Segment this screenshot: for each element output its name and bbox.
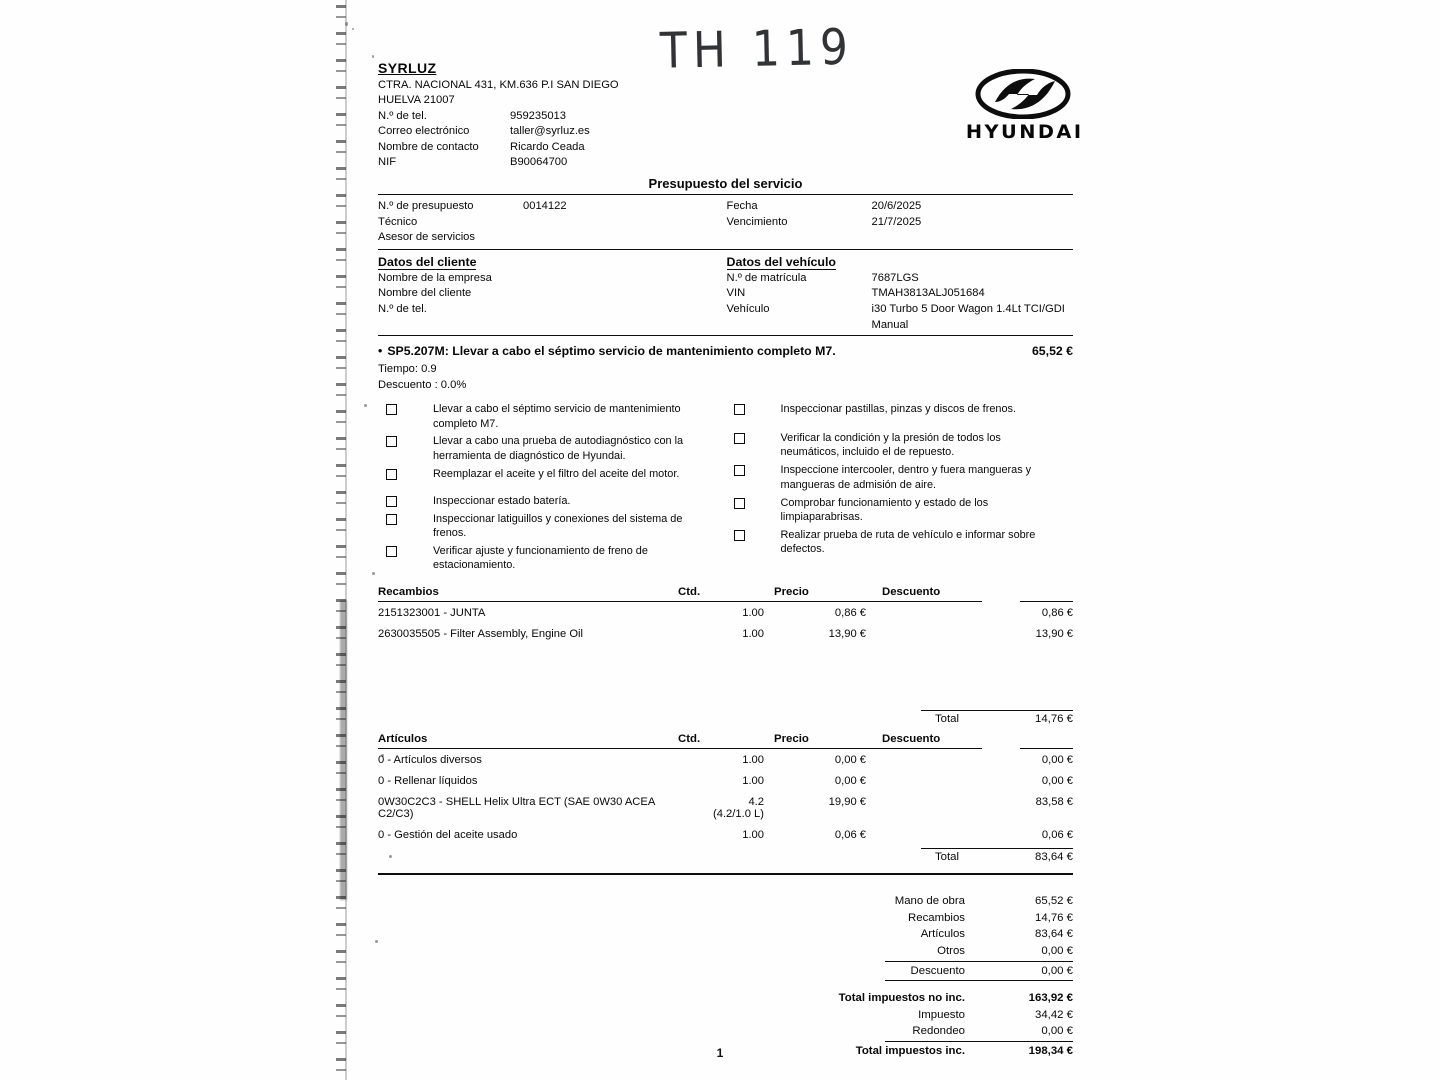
summary-value: 14,76 €	[1034, 911, 1073, 924]
checklist-item[interactable]	[378, 467, 726, 481]
company-nif-row	[378, 155, 1073, 170]
checklist-item[interactable]	[726, 528, 1074, 557]
quote-meta-left	[378, 199, 725, 246]
hyundai-wordmark: HYUNDAI	[965, 121, 1084, 143]
checklist-item-label: Realizar prueba de ruta de vehículo e informar sobre defectos.	[780, 529, 1036, 556]
checkbox-icon[interactable]	[734, 433, 745, 444]
company-name: SYRLUZ	[378, 60, 437, 76]
checklist-column-right	[726, 402, 1074, 576]
items-total-row	[378, 851, 1073, 863]
checklist-item-label: Inspeccione intercooler, dentro y fuera mangueras y mangueras de admisión de aire.	[780, 464, 1032, 491]
item-discount	[872, 824, 982, 845]
scan-speck	[364, 404, 367, 407]
parts-header-qty: Ctd.	[678, 586, 701, 599]
parts-table-header-row	[378, 586, 1073, 601]
checklist-item-label: Verificar la condición y la presión de todos los neumáticos, incluido el de repuesto.	[780, 432, 1001, 459]
summary-value: 198,34 €	[1028, 1044, 1073, 1057]
checkbox-icon[interactable]	[386, 546, 397, 557]
checklist-item-label: Inspeccionar latiguillos y conexiones del sistema de frenos.	[433, 512, 683, 539]
part-desc: 2630035505 - Filter Assembly, Engine Oil	[378, 627, 584, 640]
scan-edge-line	[345, 0, 347, 1080]
checklist-item[interactable]	[726, 402, 1074, 416]
item-discount	[872, 791, 982, 824]
customer-heading: Datos del cliente	[378, 254, 477, 269]
item-price: 0,00 €	[834, 774, 866, 787]
parts-total-label: Total	[934, 713, 959, 726]
part-discount	[872, 623, 982, 644]
checklist-item-label: Comprobar funcionamiento y estado de los limpiaparabrisas.	[780, 496, 989, 524]
checklist-item-label: Verificar ajuste y funcionamiento de freno de estacionamiento.	[433, 544, 648, 572]
service-discount: Descuento : 0.0%	[378, 379, 467, 392]
part-qty: 1.00	[742, 627, 764, 640]
checkbox-icon[interactable]	[734, 530, 745, 541]
item-discount	[872, 770, 982, 791]
company-nif-value: B90064700	[510, 156, 568, 169]
customer-company-row	[378, 271, 725, 287]
vehicle-plate-value: 7687LGS	[871, 271, 919, 284]
summary-row	[378, 1023, 1073, 1040]
customer-company-value	[523, 271, 725, 287]
checkbox-icon[interactable]	[386, 404, 397, 415]
checklist-spacer	[378, 485, 726, 494]
summary-value: 65,52 €	[1034, 895, 1073, 908]
customer-phone-row	[378, 302, 725, 318]
vehicle-model-label: Vehículo	[726, 302, 770, 315]
checklist-item-label: Inspeccionar pastillas, pinzas y discos de frenos.	[780, 403, 1016, 416]
hyundai-brand-block	[965, 69, 1084, 143]
parts-total-value: 14,76 €	[1034, 713, 1073, 726]
summary-rule	[885, 961, 1073, 962]
checklist-item[interactable]	[378, 544, 726, 573]
item-qty-cell	[678, 791, 774, 824]
service-description-wrap	[378, 344, 836, 358]
items-header-qty: Ctd.	[678, 733, 701, 746]
customer-vehicle-section	[378, 250, 1073, 333]
customer-phone-value	[523, 302, 725, 318]
items-header-amount	[1020, 733, 1073, 748]
item-price: 19,90 €	[828, 795, 866, 808]
checklist-item[interactable]	[378, 434, 726, 463]
due-date-value: 21/7/2025	[871, 215, 922, 228]
table-row	[378, 623, 1073, 644]
technician-label: Técnico	[378, 215, 418, 228]
parts-header-amount	[1020, 586, 1073, 601]
checkbox-icon[interactable]	[386, 496, 397, 507]
vehicle-plate-label: N.º de matrícula	[726, 271, 807, 284]
scan-speck	[345, 22, 348, 26]
due-date-row	[727, 215, 1074, 231]
vehicle-vin-value: TMAH3813ALJ051684	[871, 287, 985, 300]
summary-value: 34,42 €	[1034, 1008, 1073, 1021]
company-contact-label: Nombre de contacto	[378, 140, 479, 153]
summary-value: 0,00 €	[1041, 1025, 1073, 1038]
summary-row	[378, 963, 1073, 980]
vehicle-heading: Datos del vehículo	[726, 254, 836, 269]
document-title: Presupuesto del servicio	[648, 176, 803, 191]
service-amount: 65,52 €	[1031, 344, 1073, 359]
part-amount: 13,90 €	[1035, 627, 1073, 640]
summary-label: Artículos	[920, 928, 965, 941]
summary-label: Otros	[937, 945, 965, 957]
checkbox-icon[interactable]	[734, 404, 745, 415]
company-phone-label: N.º de tel.	[378, 109, 427, 122]
items-total-value: 83,64 €	[1034, 851, 1073, 864]
company-address-line2: HUELVA 21007	[378, 94, 455, 107]
summary-rule	[885, 1041, 1073, 1042]
company-contact-value: Ricardo Ceada	[510, 140, 585, 153]
table-row	[378, 749, 1073, 771]
customer-company-label: Nombre de la empresa	[378, 271, 492, 284]
summary-row	[378, 943, 1073, 960]
summary-label: Descuento	[910, 964, 965, 977]
summary-value: 0,00 €	[1041, 945, 1073, 957]
item-amount: 0,00 €	[1041, 774, 1073, 787]
customer-name-label: Nombre del cliente	[378, 287, 472, 300]
items-table	[378, 733, 1073, 845]
parts-total-rule	[921, 710, 1073, 711]
part-discount	[872, 602, 982, 624]
vehicle-vin-row	[727, 286, 1074, 302]
checklist-item[interactable]	[378, 512, 726, 541]
summary-row	[378, 893, 1073, 910]
totals-summary	[378, 893, 1073, 1059]
parts-header-discount: Descuento	[882, 586, 941, 599]
quote-number-row	[378, 199, 725, 215]
checklist-item[interactable]	[378, 494, 726, 508]
customer-name-row	[378, 286, 725, 302]
checkbox-icon[interactable]	[734, 465, 745, 476]
checklist-item[interactable]	[726, 463, 1074, 492]
item-desc: 0 - Rellenar líquidos	[378, 774, 478, 787]
service-bullet-icon: •	[378, 344, 383, 359]
technician-value	[523, 215, 725, 231]
table-row	[378, 824, 1073, 845]
summary-label: Impuesto	[918, 1008, 965, 1021]
service-advisor-label: Asesor de servicios	[378, 231, 475, 244]
service-advisor-value	[523, 230, 725, 246]
parts-table	[378, 586, 1073, 644]
item-discount	[872, 749, 982, 771]
service-checklist	[378, 402, 1073, 576]
checkbox-icon[interactable]	[386, 436, 397, 447]
checkbox-icon[interactable]	[386, 514, 397, 525]
item-price: 0,00 €	[834, 753, 866, 766]
items-header-gap	[982, 733, 1020, 748]
part-price: 13,90 €	[828, 627, 866, 640]
vehicle-model-row	[727, 302, 1074, 333]
parts-header-price: Precio	[774, 586, 809, 599]
scan-speck	[372, 55, 374, 58]
parts-header-desc: Recambios	[378, 586, 439, 599]
table-row	[378, 770, 1073, 791]
customer-name-value	[523, 286, 725, 302]
checklist-item-label: Inspeccionar estado batería.	[433, 494, 571, 507]
checklist-item-label: Reemplazar el aceite y el filtro del aceite del motor.	[433, 467, 680, 480]
table-row	[378, 602, 1073, 624]
checklist-item[interactable]	[726, 431, 1074, 460]
parts-table-spacer	[378, 644, 1073, 710]
parts-total-row	[378, 713, 1073, 725]
date-row	[727, 199, 1074, 215]
summary-value: 0,00 €	[1041, 964, 1073, 977]
summary-label: Redondeo	[912, 1025, 965, 1038]
item-amount: 0,06 €	[1041, 828, 1073, 841]
scan-speck	[372, 572, 375, 575]
item-qty: 4.2	[748, 795, 764, 808]
hyundai-logo-icon	[967, 69, 1079, 119]
company-phone-value: 959235013	[510, 109, 566, 122]
item-desc: 0 - Artículos diversos	[378, 753, 482, 766]
summary-row-total-excl-tax	[378, 990, 1073, 1007]
item-qty: 1.00	[742, 828, 764, 841]
part-desc: 2151323001 - JUNTA	[378, 606, 486, 619]
items-header-desc: Artículos	[378, 733, 428, 746]
summary-rule	[885, 980, 1073, 981]
service-advisor-row	[378, 230, 725, 246]
company-nif-label: NIF	[378, 156, 397, 169]
customer-block	[378, 253, 725, 333]
summary-spacer	[378, 982, 1073, 990]
due-date-label: Vencimiento	[726, 215, 788, 228]
date-label: Fecha	[726, 200, 758, 212]
summary-row	[378, 1007, 1073, 1024]
quote-number-value: 0014122	[523, 200, 567, 212]
document-header	[378, 60, 1084, 172]
item-amount: 0,00 €	[1041, 753, 1073, 766]
summary-value: 83,64 €	[1034, 928, 1073, 941]
summary-label: Total impuestos inc.	[855, 1044, 965, 1057]
vehicle-plate-row	[727, 271, 1074, 287]
company-email-label: Correo electrónico	[378, 125, 470, 138]
quote-number-label: N.º de presupuesto	[378, 200, 474, 212]
service-time: Tiempo: 0.9	[378, 363, 437, 376]
handwritten-note: TH 119	[659, 18, 855, 81]
company-address-line1: CTRA. NACIONAL 431, KM.636 P.I SAN DIEGO	[378, 79, 619, 91]
summary-row	[378, 910, 1073, 927]
item-desc: 0 - Gestión del aceite usado	[378, 828, 518, 841]
summary-label: Mano de obra	[894, 895, 965, 908]
technician-row	[378, 215, 725, 231]
customer-phone-label: N.º de tel.	[378, 302, 427, 315]
table-row	[378, 791, 1073, 824]
checklist-item[interactable]	[378, 402, 726, 431]
summary-row	[378, 926, 1073, 943]
part-amount: 0,86 €	[1041, 606, 1073, 619]
checklist-item-label: Llevar a cabo una prueba de autodiagnóstico con la herramienta de diagnóstico de Hyundai.	[433, 435, 684, 462]
checkbox-icon[interactable]	[386, 469, 397, 480]
item-qty: 1.00	[742, 774, 764, 787]
item-amount: 83,58 €	[1035, 795, 1073, 808]
part-qty: 1.00	[742, 606, 764, 619]
vehicle-block	[725, 253, 1074, 333]
company-email-value: taller@syrluz.es	[510, 125, 590, 138]
checklist-item-label: Llevar a cabo el séptimo servicio de mantenimiento completo M7.	[433, 403, 681, 430]
quote-meta-section	[378, 195, 1073, 249]
summary-label: Recambios	[908, 911, 965, 924]
document-content	[378, 60, 1084, 1060]
service-description: SP5.207M: Llevar a cabo el séptimo servicio de mantenimiento completo M7.	[387, 344, 836, 359]
items-total-rule	[921, 848, 1073, 849]
item-desc: 0W30C2C3 - SHELL Helix Ultra ECT (SAE 0W30 ACEA C2/C3)	[378, 795, 655, 820]
checklist-item[interactable]	[726, 496, 1074, 525]
checkbox-icon[interactable]	[734, 498, 745, 509]
checklist-column-left	[378, 402, 726, 576]
page-number: 1	[716, 1046, 724, 1060]
item-qty-note: (4.2/1.0 L)	[713, 807, 764, 820]
checklist-spacer	[726, 420, 1074, 431]
item-price: 0,06 €	[834, 828, 866, 841]
items-header-price: Precio	[774, 733, 809, 746]
summary-divider	[378, 873, 1073, 875]
service-line	[378, 336, 1073, 358]
vehicle-model-value: i30 Turbo 5 Door Wagon 1.4Lt TCI/GDI Manual	[871, 302, 1065, 331]
vehicle-vin-label: VIN	[726, 287, 746, 300]
items-header-discount: Descuento	[882, 733, 941, 746]
summary-value: 163,92 €	[1028, 992, 1073, 1005]
scan-speck	[352, 28, 354, 30]
items-table-header-row	[378, 733, 1073, 748]
part-price: 0,86 €	[834, 606, 866, 619]
date-value: 20/6/2025	[871, 200, 922, 212]
quote-meta-right	[725, 199, 1074, 246]
parts-header-gap	[982, 586, 1020, 601]
items-total-label: Total	[934, 851, 959, 864]
summary-label: Total impuestos no inc.	[838, 992, 965, 1005]
item-qty: 1.00	[742, 753, 764, 766]
